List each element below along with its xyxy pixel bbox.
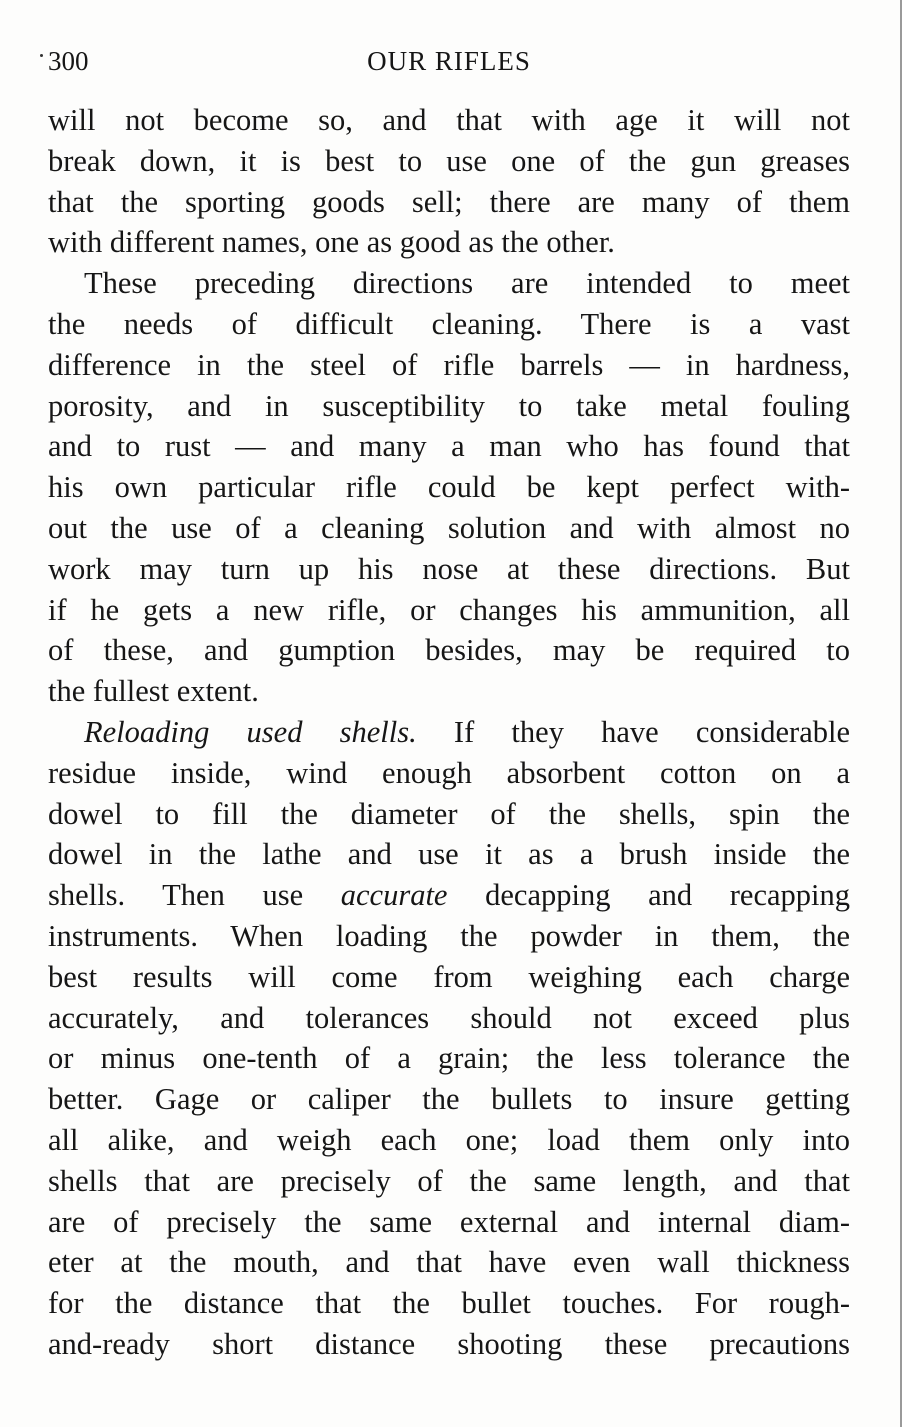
running-title: OUR RIFLES (367, 46, 531, 76)
text-line: break down, it is best to use one of the gun greases (48, 143, 850, 178)
text-line: dowel in the lathe and use it as a brush inside the (48, 837, 850, 872)
text-line: the fullest extent. (48, 674, 259, 709)
text-line: shells that are precisely of the same length, and that (48, 1163, 850, 1198)
text-line: eter at the mouth, and that have even wall thickness (48, 1245, 850, 1280)
text-run: If they have considerable (416, 714, 851, 749)
text-line: of these, and gumption besides, may be required to (48, 633, 850, 668)
text-line: all alike, and weigh each one; load them only into (48, 1122, 850, 1157)
text-line: best results will come from weighing each charge (48, 959, 850, 994)
text-run: shells. Then use (48, 878, 341, 913)
text-line (48, 712, 850, 753)
text-line: instruments. When loading the powder in them, the (48, 918, 850, 953)
text-line: and-ready short distance shooting these precautions (48, 1326, 850, 1361)
text-line: will not become so, and that with age it will not (48, 103, 850, 137)
text-line: dowel to fill the diameter of the shells, spin the (48, 796, 850, 831)
text-run: decapping and recapping (447, 878, 850, 913)
text-line: the needs of difficult cleaning. There is a vast (48, 306, 850, 341)
text-line: that the sporting goods sell; there are many of them (48, 184, 850, 219)
emphasis-word: accurate (340, 878, 448, 913)
text-line: residue inside, wind enough absorbent cotton on a (48, 755, 850, 790)
text-line: porosity, and in susceptibility to take metal fouling (48, 388, 850, 423)
paragraph-2 (48, 263, 850, 712)
text-line: difference in the steel of rifle barrels — in hardness, (48, 347, 850, 382)
paragraph-1 (48, 100, 850, 263)
section-lead-in: Reloading used shells. (84, 714, 417, 749)
text-line (48, 875, 850, 916)
body-text (48, 100, 850, 1365)
text-line: with different names, one as good as the other. (48, 225, 615, 260)
text-line: better. Gage or caliper the bullets to insure getting (48, 1082, 850, 1117)
text-line: These preceding directions are intended to meet (84, 266, 850, 301)
running-head (48, 44, 850, 78)
text-line: accurately, and tolerances should not exceed plus (48, 1000, 850, 1035)
text-line: work may turn up his nose at these directions. But (48, 551, 850, 586)
page-number: 300 (48, 46, 89, 76)
text-line: and to rust — and many a man who has found that (48, 429, 850, 464)
text-line: for the distance that the bullet touches. For rough- (48, 1286, 850, 1321)
text-line: his own particular rifle could be kept perfect with- (48, 470, 850, 505)
text-line: if he gets a new rifle, or changes his ammunition, all (48, 592, 850, 627)
text-line: are of precisely the same external and internal diam- (48, 1204, 850, 1239)
paragraph-3 (48, 712, 850, 1365)
text-line: out the use of a cleaning solution and with almost no (48, 510, 850, 545)
text-line: or minus one-tenth of a grain; the less tolerance the (48, 1041, 850, 1076)
